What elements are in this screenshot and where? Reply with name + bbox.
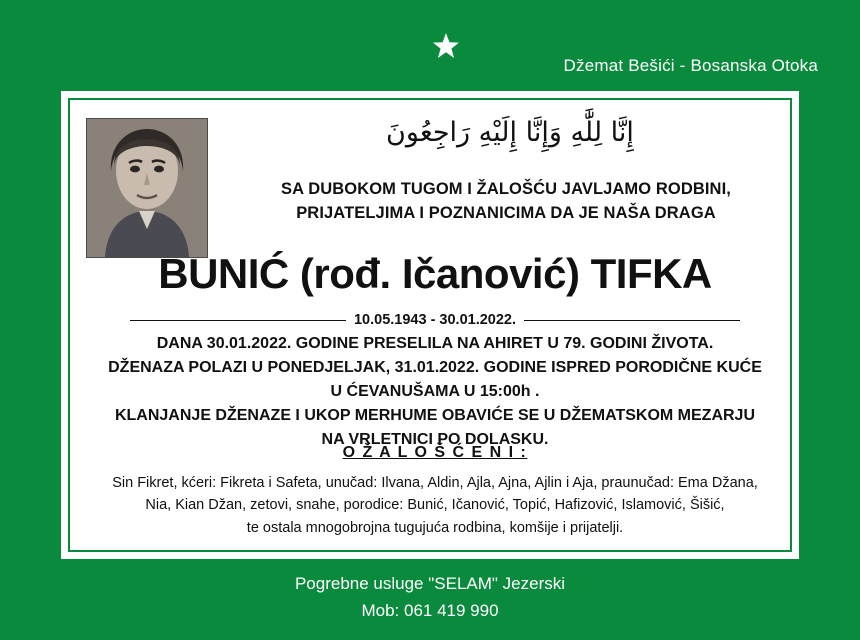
funeral-details-line-5: NA VRLETNICI PO DOLASKU. (321, 431, 549, 448)
funeral-service-phone: Mob: 061 419 990 (361, 601, 499, 621)
djemat-label: Džemat Bešići - Bosanska Otoka (563, 56, 818, 75)
obituary-card-inner (68, 98, 792, 552)
announcement-lede-line-1: SA DUBOKOM TUGOM I ŽALOŠĆU JAVLJAMO RODBINI, (281, 180, 731, 198)
announcement-lede (220, 178, 792, 226)
poster-footer (0, 570, 860, 624)
mourners-heading: O Ž A L O Š Ć E N I : (342, 444, 528, 461)
funeral-details-line-2: DŽENAZA POLAZI U PONEDJELJAK, 31.01.2022. GODINE ISPRED PORODIČNE KUĆE (108, 359, 762, 376)
funeral-details (90, 332, 780, 452)
life-dates: 10.05.1943 - 30.01.2022. (353, 312, 517, 328)
mourners-list (94, 472, 776, 539)
divider-left (130, 320, 346, 321)
funeral-details-line-4: KLANJANJE DŽENAZE I UKOP MERHUME OBAVIĆE SE U DŽEMATSKOM MEZARJU (114, 407, 756, 424)
funeral-details-line-3: U ĆEVANUŠAMA U 15:00h . (330, 383, 540, 400)
divider-right (524, 320, 740, 321)
mourners-line-2: Nia, Kian Džan, zetovi, snahe, porodice: Bunić, Ičanović, Topić, Hafizović, Islamović, Šišić, (145, 497, 725, 514)
life-dates-row (130, 312, 740, 328)
mourners-line-3: te ostala mnogobrojna tugujuća rodbina, komšije i prijatelji. (246, 519, 624, 536)
obituary-card (58, 88, 802, 562)
poster-header (0, 0, 860, 90)
basmala-arabic-text: إِنَّا لِلَّٰهِ وَإِنَّا إِلَيْهِ رَاجِعُونَ (386, 117, 634, 148)
deceased-name: BUNIĆ (rođ. Ičanović) TIFKA (158, 250, 712, 297)
mourners-line-1: Sin Fikret, kćeri: Fikreta i Safeta, unučad: Ilvana, Aldin, Ajla, Ajna, Ajlin i Aja, praunučad: Ema Džana, (112, 475, 758, 491)
crescent-star-icon (396, 10, 466, 80)
funeral-details-line-1: DANA 30.01.2022. GODINE PRESELILA NA AHIRET U 79. GODINI ŽIVOTA. (156, 335, 714, 352)
announcement-lede-line-2: PRIJATELJIMA I POZNANICIMA DA JE NAŠA DRAGA (296, 203, 716, 222)
portrait-photo (86, 118, 208, 258)
funeral-service-name: Pogrebne usluge "SELAM" Jezerski (294, 574, 566, 593)
